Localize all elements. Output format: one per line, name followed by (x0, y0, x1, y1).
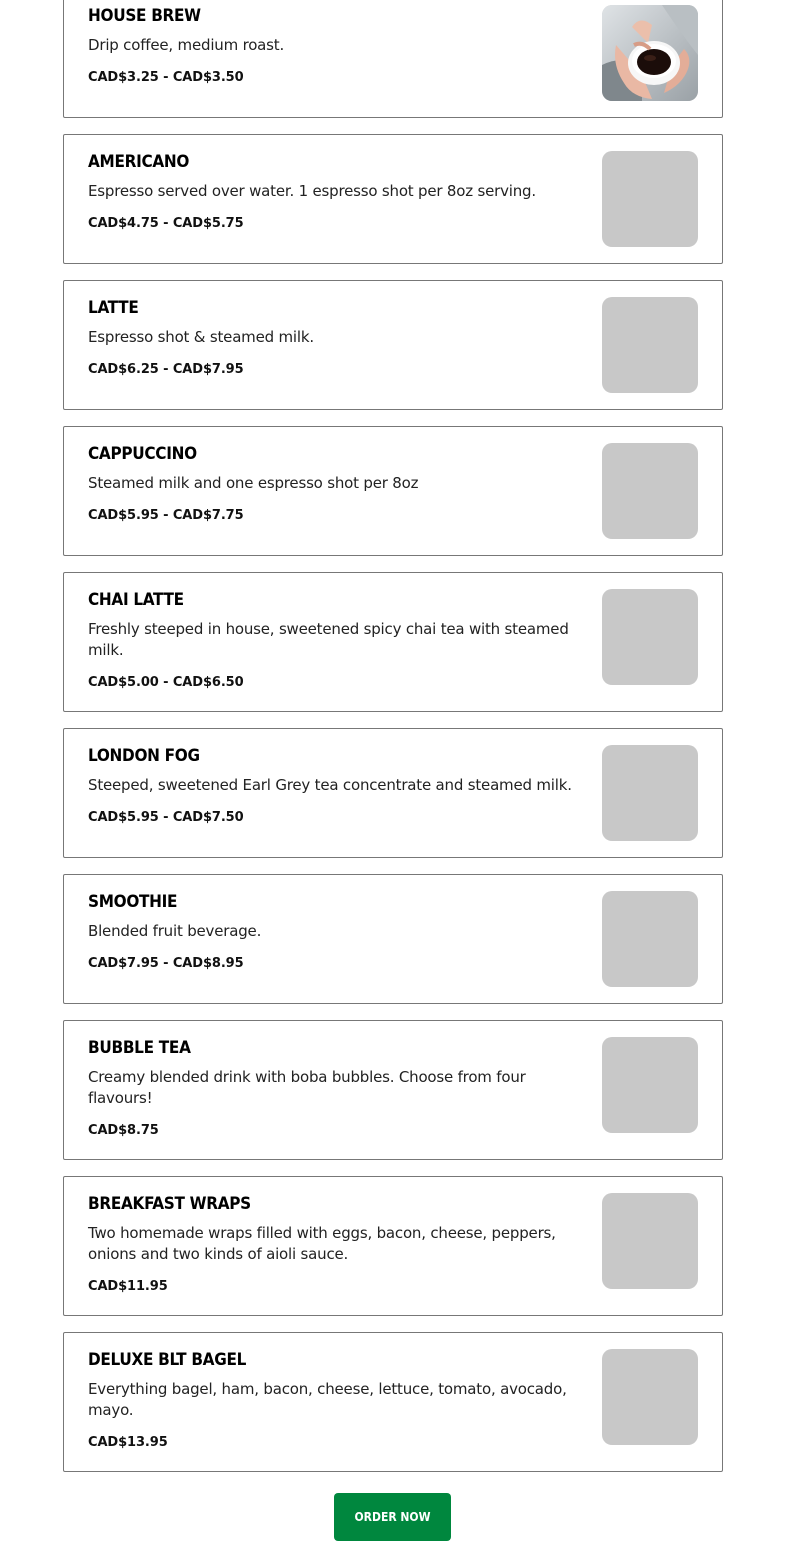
menu-item-card[interactable] (63, 134, 723, 264)
menu-item-card[interactable] (63, 0, 723, 118)
menu-item-card[interactable] (63, 874, 723, 1004)
menu-item-card[interactable] (63, 1332, 723, 1472)
order-now-button[interactable]: ORDER NOW (334, 1493, 451, 1541)
menu-item-card[interactable] (63, 1020, 723, 1160)
menu-item-card[interactable] (63, 280, 723, 410)
menu-item-name: AMERICANO (88, 152, 190, 172)
menu-item-name: CHAI LATTE (88, 590, 184, 610)
menu-item-price: CAD$7.95 - CAD$8.95 (88, 956, 244, 971)
menu-item-name: DELUXE BLT BAGEL (88, 1350, 247, 1370)
menu-item-price: CAD$4.75 - CAD$5.75 (88, 216, 244, 231)
menu-item-price: CAD$3.25 - CAD$3.50 (88, 70, 244, 85)
image-placeholder[interactable] (602, 745, 698, 841)
menu-item-name: LONDON FOG (88, 746, 200, 766)
menu-item-price: CAD$5.95 - CAD$7.75 (88, 508, 244, 523)
menu-item-text (88, 1193, 588, 1299)
menu-item-description: Drip coffee, medium roast. (88, 36, 285, 54)
menu-item-text (88, 151, 588, 236)
image-placeholder[interactable] (602, 891, 698, 987)
menu-item-price: CAD$8.75 (88, 1123, 159, 1138)
menu-item-description: Creamy blended drink with boba bubbles. Choose from four flavours! (88, 1068, 526, 1107)
menu-item-name: SMOOTHIE (88, 892, 178, 912)
menu-item-description: Steeped, sweetened Earl Grey tea concentrate and steamed milk. (88, 776, 572, 794)
menu-item-description: Two homemade wraps filled with eggs, bacon, cheese, peppers, onions and two kinds of aioli sauce. (88, 1224, 556, 1263)
menu-item-price: CAD$6.25 - CAD$7.95 (88, 362, 244, 377)
menu-item-price: CAD$5.00 - CAD$6.50 (88, 675, 244, 690)
menu-item-text (88, 443, 588, 528)
menu-item-description: Espresso served over water. 1 espresso shot per 8oz serving. (88, 182, 536, 200)
menu-item-name: LATTE (88, 298, 139, 318)
menu-item-text (88, 745, 588, 830)
menu-item-text (88, 589, 588, 695)
menu-item-card[interactable] (63, 426, 723, 556)
menu-item-text (88, 891, 588, 976)
menu-item-name: BUBBLE TEA (88, 1038, 191, 1058)
menu-item-description: Everything bagel, ham, bacon, cheese, lettuce, tomato, avocado, mayo. (88, 1380, 567, 1419)
menu-item-text (88, 1037, 588, 1143)
coffee-cup-photo[interactable] (602, 5, 698, 101)
menu-item-price: CAD$13.95 (88, 1435, 168, 1450)
menu-item-description: Freshly steeped in house, sweetened spicy chai tea with steamed milk. (88, 620, 569, 659)
image-placeholder[interactable] (602, 297, 698, 393)
menu-item-price: CAD$5.95 - CAD$7.50 (88, 810, 244, 825)
menu-item-card[interactable] (63, 728, 723, 858)
image-placeholder[interactable] (602, 443, 698, 539)
menu-item-price: CAD$11.95 (88, 1279, 168, 1294)
menu-item-text (88, 1349, 588, 1455)
image-placeholder[interactable] (602, 1037, 698, 1133)
menu-item-card[interactable] (63, 1176, 723, 1316)
menu-item-description: Steamed milk and one espresso shot per 8oz (88, 474, 419, 492)
image-placeholder[interactable] (602, 1193, 698, 1289)
menu-item-text (88, 297, 588, 382)
menu-item-description: Espresso shot & steamed milk. (88, 328, 314, 346)
menu-item-name: CAPPUCCINO (88, 444, 197, 464)
menu-item-description: Blended fruit beverage. (88, 922, 262, 940)
coffee-cup-image (602, 5, 698, 101)
order-button-wrap (334, 1493, 451, 1541)
menu-item-name: HOUSE BREW (88, 6, 201, 26)
menu-item-text (88, 5, 588, 90)
menu-item-name: BREAKFAST WRAPS (88, 1194, 251, 1214)
menu-item-card[interactable] (63, 572, 723, 712)
menu-list (63, 0, 723, 1488)
image-placeholder[interactable] (602, 151, 698, 247)
image-placeholder[interactable] (602, 1349, 698, 1445)
image-placeholder[interactable] (602, 589, 698, 685)
